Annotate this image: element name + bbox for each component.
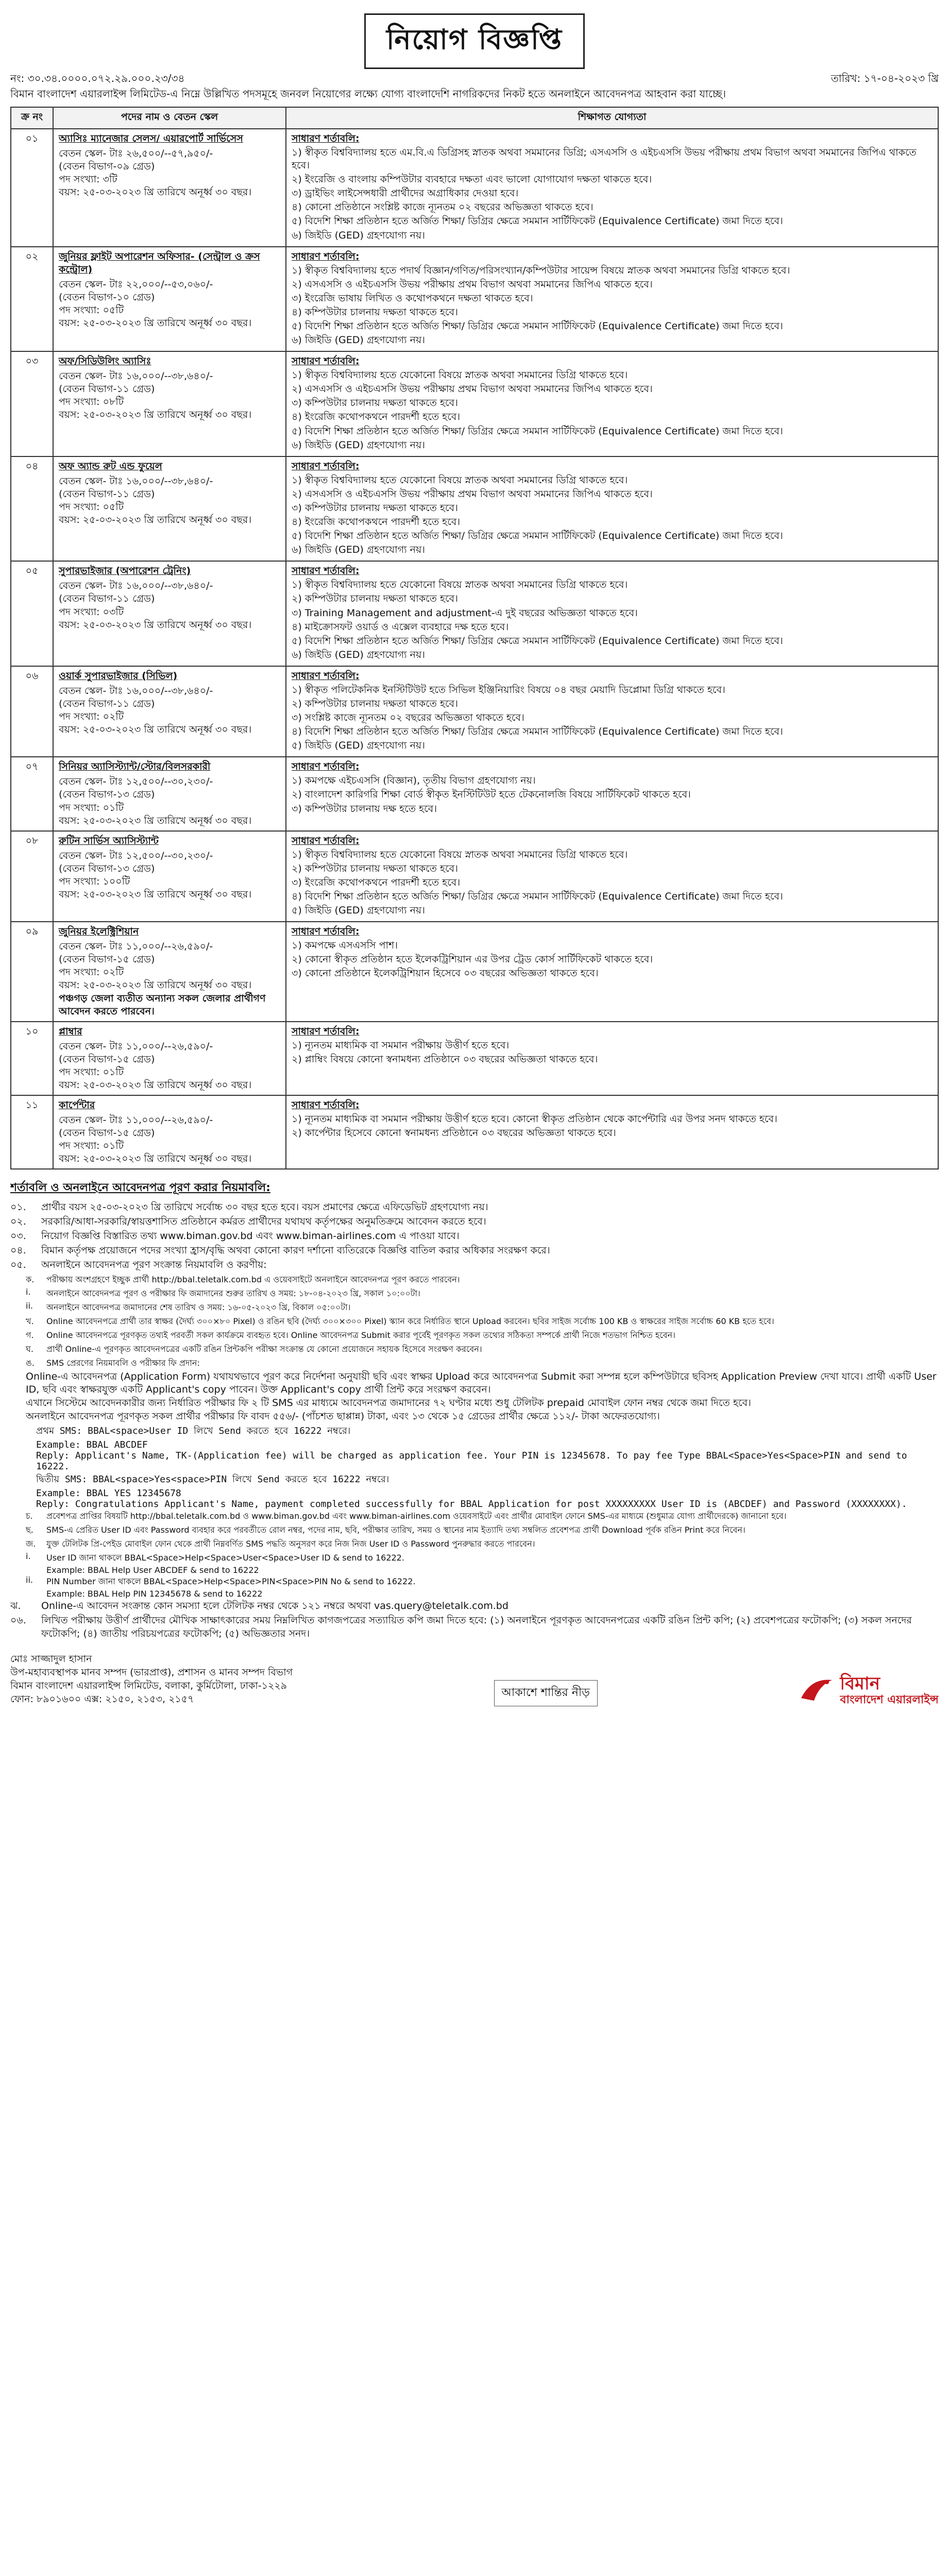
qualification-item: ৩) কম্পিউটার চালনায় দক্ষতা থাকতে হবে।	[292, 502, 458, 514]
sms-code-line: প্রথম SMS: BBAL<space>User ID লিখে Send করতে হবে 16222 নম্বরে।	[36, 1425, 351, 1436]
term-item	[10, 1244, 939, 1258]
recovery-step-num	[26, 1589, 46, 1599]
post-detail: বয়স: ২৫-০৩-২০২৩ খ্রি তারিখে অনূর্ধ্ব ৩০ বছর।	[59, 979, 252, 991]
post-serial: ০৯	[11, 922, 53, 1022]
table-row	[11, 351, 938, 456]
post-detail: (বেতন বিভাগ-১৫ গ্রেড)	[59, 1053, 155, 1065]
recovery-step	[26, 1575, 939, 1589]
general-conditions-label: সাধারণ শর্তাবলি:	[292, 670, 360, 682]
recovery-steps	[10, 1551, 939, 1599]
post-serial: ১০	[11, 1022, 53, 1095]
terms-list	[10, 1201, 939, 1272]
post-name: প্লাম্বার	[59, 1025, 82, 1037]
table-row	[11, 831, 938, 922]
admit-step	[26, 1523, 939, 1537]
term-num: ০৫.	[10, 1259, 26, 1270]
post-cell	[53, 831, 286, 922]
table-row	[11, 247, 938, 352]
post-serial: ০৩	[11, 351, 53, 456]
post-detail: বয়স: ২৫-০৩-২০২৩ খ্রি তারিখে অনূর্ধ্ব ৩০ বছর।	[59, 888, 252, 900]
post-detail: পদ সংখ্যা: ০১টি	[59, 1140, 124, 1152]
post-detail: বয়স: ২৫-০৩-২০২৩ খ্রি তারিখে অনূর্ধ্ব ৩০ বছর।	[59, 317, 252, 329]
qualification-item: ৩) কম্পিউটার চালনায় দক্ষ হতে হবে।	[292, 803, 437, 815]
term-num: ০২.	[10, 1216, 26, 1228]
term-text: সরকারি/আধা-সরকারি/স্বায়ত্তশাসিত প্রতিষ্ঠানে কর্মরত প্রার্থীদের যথাযথ কর্তৃপক্ষের অনুমতিক্রমে আবেদন করতে হবে।	[41, 1216, 486, 1228]
term-num: ০৪.	[10, 1244, 26, 1256]
qualification-item: ২) কোনো স্বীকৃত প্রতিষ্ঠান হতে ইলেকট্রিশিয়ান এর উপর ট্রেড কোর্স সার্টিফিকেট থাকতে হবে।	[292, 954, 653, 965]
post-detail: পদ সংখ্যা: ০৮টি	[59, 396, 124, 408]
qualification-item: ২) কম্পিউটার চালনায় দক্ষতা থাকতে হবে।	[292, 593, 458, 605]
qualification-item: ২) এসএসসি ও এইচএসসি উভয় পরীক্ষায় প্রথম বিভাগ অথবা সমমানের জিপিএ থাকতে হবে।	[292, 383, 653, 395]
online-step-text: অনলাইনে আবেদনপত্র জমাদানের শেষ তারিখ ও সময়: ১৬-০৫-২০২৩ খ্রি, বিকাল ০৫:০০টা।	[46, 1302, 351, 1312]
qualification-item: ৪) কম্পিউটার চালনায় দক্ষতা থাকতে হবে।	[292, 306, 458, 318]
post-name: ওয়ার্ক সুপারভাইজার (সিভিল)	[59, 670, 178, 682]
post-detail: বয়স: ২৫-০৩-২০২৩ খ্রি তারিখে অনূর্ধ্ব ৩০ বছর।	[59, 1153, 252, 1165]
post-detail: বয়স: ২৫-০৩-২০২৩ খ্রি তারিখে অনূর্ধ্ব ৩০ বছর।	[59, 724, 252, 736]
admit-step	[26, 1537, 939, 1551]
qualification-item: ৩) কম্পিউটার চালনায় দক্ষতা থাকতে হবে।	[292, 397, 458, 409]
sms-paragraph: অনলাইনে আবেদনপত্র পূরণকৃত সকল প্রার্থীর পরীক্ষার ফি বাবদ ৫৫৬/- (পাঁচশত ছাপ্পান্ন) টাকা, এবং ১৩ থেকে ১৫ গ্রেডের প্রার্থীর ক্ষেত্রে ১১২/- টাকা অফেরতযোগ্য।	[26, 1411, 660, 1422]
qualification-cell	[286, 1095, 938, 1169]
qualification-item: ৪) কোনো প্রতিষ্ঠানে সংশ্লিষ্ট কাজে ন্যূনতম ০২ বছরের অভিজ্ঞতা থাকতে হবে।	[292, 201, 594, 213]
online-step	[26, 1343, 939, 1357]
table-row	[11, 1095, 938, 1169]
table-row	[11, 757, 938, 831]
qualification-item: ৫) বিদেশি শিক্ষা প্রতিষ্ঠান হতে অর্জিত শিক্ষা/ ডিগ্রির ক্ষেত্রে সমমান সার্টিফিকেট (Equivalence Certificate) জমা দিতে হবে।	[292, 215, 783, 227]
header-qualification: শিক্ষাগত যোগ্যতা	[286, 107, 938, 129]
term-text: বিমান কর্তৃপক্ষ প্রয়োজনে পদের সংখ্যা হ্রাস/বৃদ্ধি অথবা কোনো কারণ দর্শানো ব্যতিরেকে বিজ্ঞপ্তি বাতিল করার অধিকার সংরক্ষণ করে।	[41, 1244, 550, 1256]
post-detail: বেতন স্কেল- টাঃ ১২,৫০০/--৩০,২৩০/-	[59, 850, 213, 861]
post-detail: পদ সংখ্যা: ০২টি	[59, 711, 124, 723]
post-name: সিনিয়র অ্যাসিস্ট্যান্ট/স্টোর/বিলসরকারী	[59, 761, 211, 773]
table-row	[11, 922, 938, 1022]
table-row	[11, 129, 938, 247]
post-name: অফ/সিডিউলিং অ্যাসিঃ	[59, 355, 151, 367]
post-detail: (বেতন বিভাগ-১১ গ্রেড)	[59, 488, 155, 500]
post-cell	[53, 922, 286, 1022]
qualification-item: ১) কমপক্ষে এইচএসসি (বিজ্ঞান), তৃতীয় বিভাগ গ্রহণযোগ্য নয়।	[292, 775, 536, 787]
qualification-item: ১) কমপক্ষে এসএসসি পাশ।	[292, 940, 398, 952]
qualification-item: ৩) ড্রাইভিং লাইসেন্সধারী প্রার্থীদের অগ্রাধিকার দেওয়া হবে।	[292, 188, 519, 199]
post-detail: পদ সংখ্যা: ০১টি	[59, 1066, 124, 1078]
footer	[10, 1653, 939, 1706]
qualification-item: ২) এসএসসি ও এইচএসসি উভয় পরীক্ষায় প্রথম বিভাগ অথবা সমমানের জিপিএ থাকতে হবে।	[292, 278, 653, 290]
logo-line1: বিমান	[840, 1673, 880, 1694]
table-row	[11, 561, 938, 666]
post-serial: ০২	[11, 247, 53, 352]
post-serial: ০৮	[11, 831, 53, 922]
qualification-cell	[286, 456, 938, 562]
recovery-step-num: i.	[26, 1551, 31, 1561]
qualification-item: ২) ইংরেজি ও বাংলায় কম্পিউটার ব্যবহারে দক্ষতা এবং ভালো যোগাযোগ দক্ষতা থাকতে হবে।	[292, 174, 652, 185]
motto: আকাশে শান্তির নীড়	[494, 1680, 598, 1706]
post-detail: বেতন স্কেল- টাঃ ১৬,০০০/--৩৮,৬৪০/-	[59, 370, 213, 382]
qualification-cell	[286, 666, 938, 757]
online-steps	[10, 1273, 939, 1370]
recovery-step-text: Example: BBAL Help PIN 12345678 & send to 16222	[46, 1588, 263, 1599]
admit-step-text: যুক্ত টেলিটক প্রি-পেইড মোবাইল ফোন থেকে প্রার্থী নিম্নবর্ণিত SMS পদ্ধতি অনুসরণ করে নিজ নিজ User ID ও Password পুনরুদ্ধার করতে পারবেন।	[46, 1538, 535, 1549]
recovery-step	[26, 1565, 939, 1575]
online-step-num: ঘ.	[26, 1344, 33, 1354]
sms-code-examples	[10, 1423, 939, 1510]
term-num: ০৩.	[10, 1230, 26, 1242]
term-item	[10, 1259, 939, 1272]
post-name: অফ অ্যান্ড রুট এন্ড ফুয়েল	[59, 460, 162, 472]
qualification-cell	[286, 247, 938, 352]
post-detail: বয়স: ২৫-০৩-২০২৩ খ্রি তারিখে অনূর্ধ্ব ৩০ বছর।	[59, 815, 252, 826]
qualification-item: ৩) কোনো প্রতিষ্ঠানে ইলেকট্রিশিয়ান হিসেবে ০৩ বছরের অভিজ্ঞতা থাকতে হবে।	[292, 968, 599, 979]
qualification-item: ৪) ইংরেজি কথোপকথনে পারদর্শী হতে হবে।	[292, 516, 461, 528]
final-term-num: ০৬.	[10, 1614, 26, 1626]
signatory-designation: উপ-মহাব্যবস্থাপক মানব সম্পদ (ভারপ্রাপ্ত), প্রশাসন ও মানব সম্পদ বিভাগ	[10, 1667, 293, 1679]
general-conditions-label: সাধারণ শর্তাবলি:	[292, 1099, 360, 1111]
term-text: অনলাইনে আবেদনপত্র পূরণ সংক্রান্ত নিয়মাবলি ও করণীয়:	[41, 1259, 267, 1270]
general-conditions-label: সাধারণ শর্তাবলি:	[292, 835, 360, 846]
sms-code-line: Reply: Congratulations Applicant's Name, payment completed successfully for BBAL Application for post XXXXXXXXX User ID is (ABCDEF) and Password (XXXXXXXX).	[36, 1498, 907, 1510]
table-header-row	[11, 107, 938, 129]
online-step-text: Online আবেদনপত্রে প্রার্থী তার স্বাক্ষর (দৈর্ঘ্য ৩০০×৮০ Pixel) ও রঙিন ছবি (দৈর্ঘ্য ৩০০×৩০০ Pixel) স্ক্যান করে নির্ধারিত স্থানে Upload করবেন। ছবির সাইজ সর্বোচ্চ 100 KB ও স্বাক্ষরের সাইজ সর্বোচ্চ 60 KB হতে হবে।	[46, 1316, 774, 1326]
intro-text: বিমান বাংলাদেশ এয়ারলাইন্স লিমিটেড-এ নিম্নে উল্লিখিত পদসমূহে জনবল নিয়োগের লক্ষ্যে যোগ্য বাংলাদেশি নাগরিকদের নিকট হতে অনলাইনে আবেদনপত্র আহবান করা যাচ্ছে।	[10, 88, 726, 100]
post-detail: পদ সংখ্যা: ০২টি	[59, 967, 124, 978]
hotline-row	[10, 1600, 939, 1613]
terms-heading: শর্তাবলি ও অনলাইনে আবেদনপত্র পূরণ করার নিয়মাবলি:	[10, 1181, 270, 1195]
post-name: জুনিয়র ফ্লাইট অপারেশন অফিসার- (সেন্ট্রাল ও ক্রস কন্ট্রোল)	[59, 250, 260, 275]
admit-card-steps	[10, 1510, 939, 1551]
qualification-item: ১) ন্যূনতম মাধ্যমিক বা সমমান পরীক্ষায় উত্তীর্ণ হতে হবে।	[292, 1039, 510, 1051]
memo-row	[10, 71, 939, 87]
notice-date: তারিখ: ১৭-০৪-২০২৩ খ্রি	[831, 72, 939, 84]
qualification-item: ৪) ইংরেজি কথোপকথনে পারদর্শী হতে হবে।	[292, 411, 461, 423]
recovery-step-num	[26, 1565, 46, 1575]
qualification-item: ১) স্বীকৃত বিশ্ববিদ্যালয় হতে যেকোনো বিষয়ে স্নাতক অথবা সমমানের ডিগ্রি থাকতে হবে।	[292, 849, 628, 860]
recovery-step-text: Example: BBAL Help User ABCDEF & send to 16222	[46, 1565, 259, 1575]
qualification-item: ২) প্লাম্বিং বিষয়ে কোনো স্বনামধন্য প্রতিষ্ঠানে ০৩ বছরের অভিজ্ঞতা থাকতে হবে।	[292, 1053, 598, 1065]
general-conditions-label: সাধারণ শর্তাবলি:	[292, 250, 360, 262]
post-detail: পদ সংখ্যা: ০৫টি	[59, 304, 124, 316]
general-conditions-label: সাধারণ শর্তাবলি:	[292, 460, 360, 472]
sms-paragraph: এখানে সিস্টেমে আবেদনকারীর জন্য নির্ধারিত পরীক্ষার ফি ২ টি SMS এর মাধ্যমে আবেদনপত্র জমাদানের ৭২ ঘণ্টার মধ্যে শুধু টেলিটক prepaid মোবাইল ফোন নম্বর থেকে জমা দিতে হবে।	[26, 1397, 751, 1409]
sms-instructions	[10, 1370, 939, 1423]
qualification-item: ৬) জিইডি (GED) গ্রহণযোগ্য নয়।	[292, 649, 425, 660]
online-step-num: ক.	[26, 1274, 35, 1284]
post-note: পঞ্চগড় জেলা ব্যতীত অন্যান্য সকল জেলার প্রার্থীগণ আবেদন করতে পারবেন।	[59, 992, 266, 1017]
qualification-cell	[286, 922, 938, 1022]
signatory-org: বিমান বাংলাদেশ এয়ারলাইন্স লিমিটেড, বলাকা, কুর্মিটোলা, ঢাকা-১২২৯	[10, 1680, 287, 1692]
qualification-item: ১) স্বীকৃত বিশ্ববিদ্যালয় হতে যেকোনো বিষয়ে স্নাতক অথবা সমমানের ডিগ্রি থাকতে হবে।	[292, 474, 628, 486]
table-row	[11, 666, 938, 757]
online-step	[26, 1273, 939, 1287]
qualification-item: ৩) ইংরেজি ভাষায় লিখিত ও কথোপকথনে দক্ষতা থাকতে হবে।	[292, 292, 533, 304]
qualification-item: ৪) বিদেশি শিক্ষা প্রতিষ্ঠান হতে অর্জিত শিক্ষা/ ডিগ্রির ক্ষেত্রে সমমান সার্টিফিকেট (Equivalence Certificate) জমা দিতে হবে।	[292, 890, 783, 902]
qualification-item: ১) স্বীকৃত বিশ্ববিদ্যালয় হতে এম.বি.এ ডিগ্রিসহ স্নাতক অথবা সমমানের ডিগ্রি; এসএসসি ও এইচএসসি উভয় পরীক্ষায় প্রথম বিভাগ অথবা সমমানের জিপিএ থাকতে হবে।	[292, 147, 917, 172]
post-serial: ০৫	[11, 561, 53, 666]
post-cell	[53, 666, 286, 757]
qualification-item: ৪) মাইক্রোসফট ওয়ার্ড ও এক্সেল ব্যবহারে দক্ষ হতে হবে।	[292, 621, 509, 633]
header-serial: ক্র নং	[11, 107, 53, 129]
qualification-item: ৬) জিইডি (GED) গ্রহণযোগ্য নয়।	[292, 334, 425, 346]
post-detail: বেতন স্কেল- টাঃ ১১,০০০/--২৬,৫৯০/-	[59, 1040, 213, 1052]
recovery-step	[26, 1551, 939, 1565]
post-name: জুনিয়র ইলেক্ট্রিশিয়ান	[59, 926, 139, 938]
qualification-item: ৫) জিইডি (GED) গ্রহণযোগ্য নয়।	[292, 905, 425, 917]
recovery-step-text: PIN Number জানা থাকলে BBAL<Space>Help<Space>PIN<Space>PIN No & send to 16222.	[46, 1576, 416, 1586]
term-item	[10, 1201, 939, 1214]
hotline-text: Online-এ আবেদন সংক্রান্ত কোন সমস্যা হলে টেলিটক নম্বর থেকে ১২১ নম্বরে অথবা vas.query@teletalk.com.bd	[41, 1600, 509, 1612]
qualification-item: ২) বাংলাদেশ কারিগরি শিক্ষা বোর্ড স্বীকৃত ইনস্টিটিউট হতে টেকনোলজি বিষয়ে সার্টিফিকেট থাকতে হবে।	[292, 789, 691, 801]
post-detail: বেতন স্কেল- টাঃ ১৬,০০০/--৩৮,৬৪০/-	[59, 580, 213, 592]
post-serial: ০৬	[11, 666, 53, 757]
post-name: অ্যাসিঃ ম্যানেজার সেলস/ এয়ারপোর্ট সার্ভিসেস	[59, 133, 243, 144]
online-step-text: Online আবেদনপত্রে পূরণকৃত তথ্যই পরবর্তী সকল কার্যক্রমে ব্যবহৃত হবে। Online আবেদনপত্র Submit করার পূর্বেই পূরণকৃত সকল তথ্যের সঠিকতা সম্পর্কে প্রার্থী নিজে শতভাগ নিশ্চিত হবেন।	[46, 1330, 675, 1340]
general-conditions-label: সাধারণ শর্তাবলি:	[292, 133, 360, 144]
post-detail: বেতন স্কেল- টাঃ ১১,০০০/--২৬,৫৯০/-	[59, 941, 213, 953]
post-cell	[53, 129, 286, 247]
qualification-cell	[286, 831, 938, 922]
online-step-text: SMS প্রেরণের নিয়মাবলি ও পরীক্ষার ফি প্রদান:	[46, 1358, 200, 1368]
qualification-item: ৩) সংশ্লিষ্ট কাজে ন্যূনতম ০২ বছরের অভিজ্ঞতা থাকতে হবে।	[292, 712, 524, 724]
admit-step	[26, 1510, 939, 1523]
header-post: পদের নাম ও বেতন স্কেল	[53, 107, 286, 129]
post-serial: ০৭	[11, 757, 53, 831]
table-row	[11, 456, 938, 562]
recovery-step-num: ii.	[26, 1574, 33, 1585]
post-detail: বেতন স্কেল- টাঃ ২৬,৫০০/--৫৭,৯৫০/-	[59, 148, 213, 160]
post-detail: (বেতন বিভাগ-১৫ গ্রেড)	[59, 1127, 155, 1139]
qualification-item: ১) স্বীকৃত পলিটেকনিক ইনস্টিটিউট হতে সিভিল ইঞ্জিনিয়ারিং বিষয়ে ০৪ বছর মেয়াদি ডিপ্লোমা ডিগ্রি থাকতে হবে।	[292, 684, 725, 696]
post-serial: ০৪	[11, 456, 53, 562]
hotline-num: ঝ.	[10, 1600, 21, 1612]
qualification-item: ১) স্বীকৃত বিশ্ববিদ্যালয় হতে পদার্থ বিজ্ঞান/গণিত/পরিসংখ্যান/কম্পিউটার সায়েন্স বিষয়ে স্নাতক অথবা সমমানের ডিগ্রি থাকতে হবে।	[292, 264, 790, 276]
qualification-item: ৬) জিইডি (GED) গ্রহণযোগ্য নয়।	[292, 439, 425, 451]
online-step-text: অনলাইনে আবেদনপত্র পূরণ ও পরীক্ষার ফি জমাদানের শুরুর তারিখ ও সময়: ১৮-০৪-২০২৩ খ্রি, সকাল ১০:০০টা।	[46, 1288, 420, 1298]
qualification-item: ৫) বিদেশি শিক্ষা প্রতিষ্ঠান হতে অর্জিত শিক্ষা/ ডিগ্রির ক্ষেত্রে সমমান সার্টিফিকেট (Equivalence Certificate) জমা দিতে হবে।	[292, 425, 783, 437]
post-detail: বেতন স্কেল- টাঃ ২২,০০০/--৫৩,০৬০/-	[59, 278, 213, 290]
qualification-item: ৪) বিদেশি শিক্ষা প্রতিষ্ঠান হতে অর্জিত শিক্ষা/ ডিগ্রির ক্ষেত্রে সমমান সার্টিফিকেট (Equivalence Certificate) জমা দিতে হবে।	[292, 726, 783, 738]
general-conditions-label: সাধারণ শর্তাবলি:	[292, 761, 360, 773]
online-step	[26, 1301, 939, 1315]
online-step-num: খ.	[26, 1316, 34, 1326]
qualification-cell	[286, 129, 938, 247]
online-step	[26, 1357, 939, 1370]
qualification-item: ২) এসএসসি ও এইচএসসি উভয় পরীক্ষায় প্রথম বিভাগ অথবা সমমানের জিপিএ থাকতে হবে।	[292, 488, 653, 500]
online-step-num: ঙ.	[26, 1358, 35, 1368]
post-detail: (বেতন বিভাগ-১৩ গ্রেড)	[59, 789, 155, 801]
post-detail: বয়স: ২৫-০৩-২০২৩ খ্রি তারিখে অনূর্ধ্ব ৩০ বছর।	[59, 409, 252, 421]
final-term-text: লিখিত পরীক্ষায় উত্তীর্ণ প্রার্থীদের মৌখিক সাক্ষাৎকারের সময় নিম্নলিখিত কাগজপত্রের সত্যায়িত কপি জমা দিতে হবে: (১) অনলাইনে পূরণকৃত আবেদনপত্রের একটি রঙিন প্রিন্ট কপি; (২) প্রবেশপত্রের ফটোকপি; (৩) সকল সনদের ফটোকপি; (৪) জাতীয় পরিচয়পত্রের ফটোকপি; (৫) অভিজ্ঞতার সনদ।	[41, 1614, 912, 1639]
qualification-item: ১) স্বীকৃত বিশ্ববিদ্যালয় হতে যেকোনো বিষয়ে স্নাতক অথবা সমমানের ডিগ্রি থাকতে হবে।	[292, 579, 628, 591]
qualification-cell	[286, 1022, 938, 1095]
title-wrap	[10, 10, 939, 71]
stork-logo-icon	[799, 1675, 835, 1706]
admit-step-num: জ.	[26, 1538, 36, 1549]
post-cell	[53, 351, 286, 456]
qualification-cell	[286, 351, 938, 456]
online-step-text: পরীক্ষায় অংশগ্রহণে ইচ্ছুক প্রার্থী http://bbal.teletalk.com.bd এ ওয়েবসাইটে অনলাইনে আবেদনপত্র পূরণ করতে পারবেন।	[46, 1274, 460, 1284]
biman-logo	[799, 1674, 939, 1706]
post-detail: (বেতন বিভাগ-০৯ গ্রেড)	[59, 161, 155, 173]
qualification-item: ২) কম্পিউটার চালনায় দক্ষতা থাকতে হবে।	[292, 862, 458, 874]
post-name: সুপারভাইজার (অপারেশন ট্রেনিং)	[59, 565, 191, 577]
post-serial: ১১	[11, 1095, 53, 1169]
qualification-item: ৫) বিদেশি শিক্ষা প্রতিষ্ঠান হতে অর্জিত শিক্ষা/ ডিগ্রির ক্ষেত্রে সমমান সার্টিফিকেট (Equivalence Certificate) জমা দিতে হবে।	[292, 530, 783, 542]
general-conditions-label: সাধারণ শর্তাবলি:	[292, 1025, 360, 1037]
posts-body	[11, 129, 938, 1169]
qualification-cell	[286, 561, 938, 666]
admit-step-text: প্রবেশপত্র প্রাপ্তির বিষয়টি http://bbal.teletalk.com.bd ও www.biman.gov.bd এবং www.biman-airlines.com ওয়েবসাইটে এবং প্রার্থীর মোবাইল ফোনে SMS-এর মাধ্যমে (শুধুমাত্র যোগ্য প্রার্থীদেরকে) জানানো হবে।	[46, 1511, 787, 1521]
post-detail: (বেতন বিভাগ-১১ গ্রেড)	[59, 383, 155, 395]
post-detail: বেতন স্কেল- টাঃ ১৬,০০০/--৩৮,৬৪০/-	[59, 685, 213, 697]
general-conditions-label: সাধারণ শর্তাবলি:	[292, 926, 360, 938]
term-item	[10, 1230, 939, 1243]
post-detail: পদ সংখ্যা: ০৩টি	[59, 606, 124, 618]
post-detail: (বেতন বিভাগ-১০ গ্রেড)	[59, 291, 155, 303]
post-detail: বয়স: ২৫-০৩-২০২৩ খ্রি তারিখে অনূর্ধ্ব ৩০ বছর।	[59, 514, 252, 526]
qualification-item: ৬) জিইডি (GED) গ্রহণযোগ্য নয়।	[292, 544, 425, 556]
online-step	[26, 1329, 939, 1343]
post-detail: বয়স: ২৫-০৩-২০২৩ খ্রি তারিখে অনূর্ধ্ব ৩০ বছর।	[59, 1079, 252, 1091]
signatory-name: মোঃ সাজ্জাদুল হাসান	[10, 1653, 92, 1665]
post-cell	[53, 1095, 286, 1169]
memo-number: নং: ৩০.৩৪.০০০০.০৭২.২৯.০০০.২৩/৩৪	[10, 72, 185, 84]
sms-code-line: Example: BBAL YES 12345678	[36, 1487, 181, 1499]
table-row	[11, 1022, 938, 1095]
online-step-text: প্রার্থী Online-এ পূরণকৃত আবেদনপত্রের একটি রঙিন প্রিন্টকপি পরীক্ষা সংক্রান্ত যে কোনো প্রয়োজনে সহায়ক হিসেবে সংরক্ষণ করবেন।	[46, 1344, 482, 1354]
post-cell	[53, 757, 286, 831]
notice-title: নিয়োগ বিজ্ঞপ্তি	[364, 13, 585, 69]
term-num: ০১.	[10, 1201, 26, 1213]
post-name: কার্পেন্টার	[59, 1099, 95, 1111]
qualification-cell	[286, 757, 938, 831]
post-cell	[53, 456, 286, 562]
online-step-num: i.	[26, 1286, 31, 1297]
sms-code-line: দ্বিতীয় SMS: BBAL<space>Yes<space>PIN লিখে Send করতে হবে 16222 নম্বরে।	[36, 1473, 389, 1485]
final-term	[10, 1614, 939, 1641]
online-step	[26, 1287, 939, 1301]
post-detail: (বেতন বিভাগ-১১ গ্রেড)	[59, 593, 155, 605]
post-detail: বয়স: ২৫-০৩-২০২৩ খ্রি তারিখে অনূর্ধ্ব ৩০ বছর।	[59, 619, 252, 631]
sms-code-line: Reply: Applicant's Name, TK-(Application fee) will be charged as application fee. Your PIN is 12345678. To pay fee Type BBAL<Space>Yes<Space>PIN and send to 16222.	[36, 1450, 907, 1472]
post-detail: পদ সংখ্যা: ১০০টি	[59, 875, 130, 887]
general-conditions-label: সাধারণ শর্তাবলি:	[292, 565, 360, 577]
post-cell	[53, 561, 286, 666]
qualification-item: ২) কম্পিউটার চালনায় দক্ষতা থাকতে হবে।	[292, 698, 458, 709]
qualification-item: ২) কার্পেন্টার হিসেবে কোনো স্বনামধন্য প্রতিষ্ঠানে ০৩ বছরের অভিজ্ঞতা থাকতে হবে।	[292, 1127, 616, 1139]
signatory-phone: ফোন: ৮৯০১৬০০ এক্স: ২১৫০, ২১৫৩, ২১৫৭	[10, 1693, 194, 1705]
post-detail: বেতন স্কেল- টাঃ ১২,৫০০/--৩০,২৩০/-	[59, 776, 213, 788]
term-text: প্রার্থীর বয়স ২৫-০৩-২০২৩ খ্রি তারিখে সর্বোচ্চ ৩০ বছর হতে হবে। বয়স প্রমাণের ক্ষেত্রে এফিডেভিট গ্রহণযোগ্য নয়।	[41, 1201, 488, 1213]
post-detail: বেতন স্কেল- টাঃ ১৬,০০০/--৩৮,৬৪০/-	[59, 475, 213, 487]
qualification-item: ৫) বিদেশি শিক্ষা প্রতিষ্ঠান হতে অর্জিত শিক্ষা/ ডিগ্রির ক্ষেত্রে সমমান সার্টিফিকেট (Equivalence Certificate) জমা দিতে হবে।	[292, 320, 783, 332]
qualification-item: ৬) জিইডি (GED) গ্রহণযোগ্য নয়।	[292, 229, 425, 241]
logo-line2: বাংলাদেশ এয়ারলাইন্স	[840, 1693, 939, 1706]
admit-step-text: SMS-এ প্রেরিত User ID এবং Password ব্যবহার করে পরবর্তীতে রোল নম্বর, পদের নাম, ছবি, পরীক্ষার তারিখ, সময় ও স্থানের নাম ইত্যাদি তথ্য সম্বলিত প্রবেশপত্র প্রার্থী Download পূর্বক রঙিন Print করে নিবেন।	[46, 1524, 745, 1535]
online-step-num: ii.	[26, 1300, 33, 1311]
signature-block	[10, 1653, 293, 1706]
post-detail: পদ সংখ্যা: ৩টি	[59, 174, 117, 185]
general-conditions-label: সাধারণ শর্তাবলি:	[292, 355, 360, 367]
logo-text	[840, 1674, 939, 1706]
post-detail: পদ সংখ্যা: ০৫টি	[59, 501, 124, 513]
post-detail: (বেতন বিভাগ-১৫ গ্রেড)	[59, 954, 155, 965]
admit-step-num: চ.	[26, 1511, 33, 1521]
term-text: নিয়োগ বিজ্ঞপ্তি বিস্তারিত তথ্য www.biman.gov.bd এবং www.biman-airlines.com এ পাওয়া যাবে।	[41, 1230, 460, 1242]
post-serial: ০১	[11, 129, 53, 247]
post-detail: পদ সংখ্যা: ০১টি	[59, 802, 124, 814]
post-detail: বেতন স্কেল- টাঃ ১১,০০০/--২৬,৫৯০/-	[59, 1114, 213, 1126]
post-cell	[53, 1022, 286, 1095]
qualification-item: ৩) Training Management and adjustment-এ দুই বছরের অভিজ্ঞতা থাকতে হবে।	[292, 607, 638, 619]
post-detail: (বেতন বিভাগ-১১ গ্রেড)	[59, 698, 155, 709]
qualification-item: ১) স্বীকৃত বিশ্ববিদ্যালয় হতে যেকোনো বিষয়ে স্নাতক অথবা সমমানের ডিগ্রি থাকতে হবে।	[292, 369, 628, 381]
recovery-step-text: User ID জানা থাকলে BBAL<Space>Help<Space>User<Space>User ID & send to 16222.	[46, 1552, 404, 1563]
post-detail: (বেতন বিভাগ-১৩ গ্রেড)	[59, 862, 155, 874]
post-detail: বয়স: ২৫-০৩-২০২৩ খ্রি তারিখে অনূর্ধ্ব ৩০ বছর।	[59, 187, 252, 198]
qualification-item: ৫) জিইডি (GED) গ্রহণযোগ্য নয়।	[292, 740, 425, 752]
recruitment-notice	[10, 10, 939, 2576]
qualification-item: ৩) ইংরেজি কথোপকথনে পারদর্শী হতে হবে।	[292, 876, 461, 888]
term-item	[10, 1215, 939, 1229]
admit-step-num: ছ.	[26, 1524, 33, 1535]
qualification-item: ৫) বিদেশি শিক্ষা প্রতিষ্ঠান হতে অর্জিত শিক্ষা/ ডিগ্রির ক্ষেত্রে সমমান সার্টিফিকেট (Equivalence Certificate) জমা দিতে হবে।	[292, 635, 783, 647]
post-cell	[53, 247, 286, 352]
post-name: রুটিন সার্ভিস অ্যাসিস্ট্যান্ট	[59, 835, 159, 846]
qualification-item: ১) ন্যূনতম মাধ্যমিক বা সমমান পরীক্ষায় উত্তীর্ণ হতে হবে। কোনো স্বীকৃত প্রতিষ্ঠান থেকে কার্পেন্টারি এর উপর সনদ থাকতে হবে।	[292, 1113, 777, 1125]
recovery-step	[26, 1589, 939, 1599]
sms-code-line: Example: BBAL ABCDEF	[36, 1439, 148, 1450]
online-step-num: গ.	[26, 1330, 34, 1340]
online-step	[26, 1315, 939, 1329]
sms-paragraph: Online-এ আবেদনপত্র (Application Form) যথাযথভাবে পূরণ করে নির্দেশনা অনুযায়ী ছবি এবং স্বাক্ষর Upload করে আবেদনপত্র Submit করা সম্পন্ন হলে কম্পিউটারে ছবিসহ Application Preview দেখা যাবে। প্রার্থী একটি User ID, ছবি এবং স্বাক্ষরযুক্ত একটি Applicant's copy পাবেন। উক্ত Applicant's copy প্রার্থী প্রিন্ট করে সংরক্ষণ করবেন।	[26, 1370, 937, 1396]
posts-table	[10, 107, 939, 1170]
